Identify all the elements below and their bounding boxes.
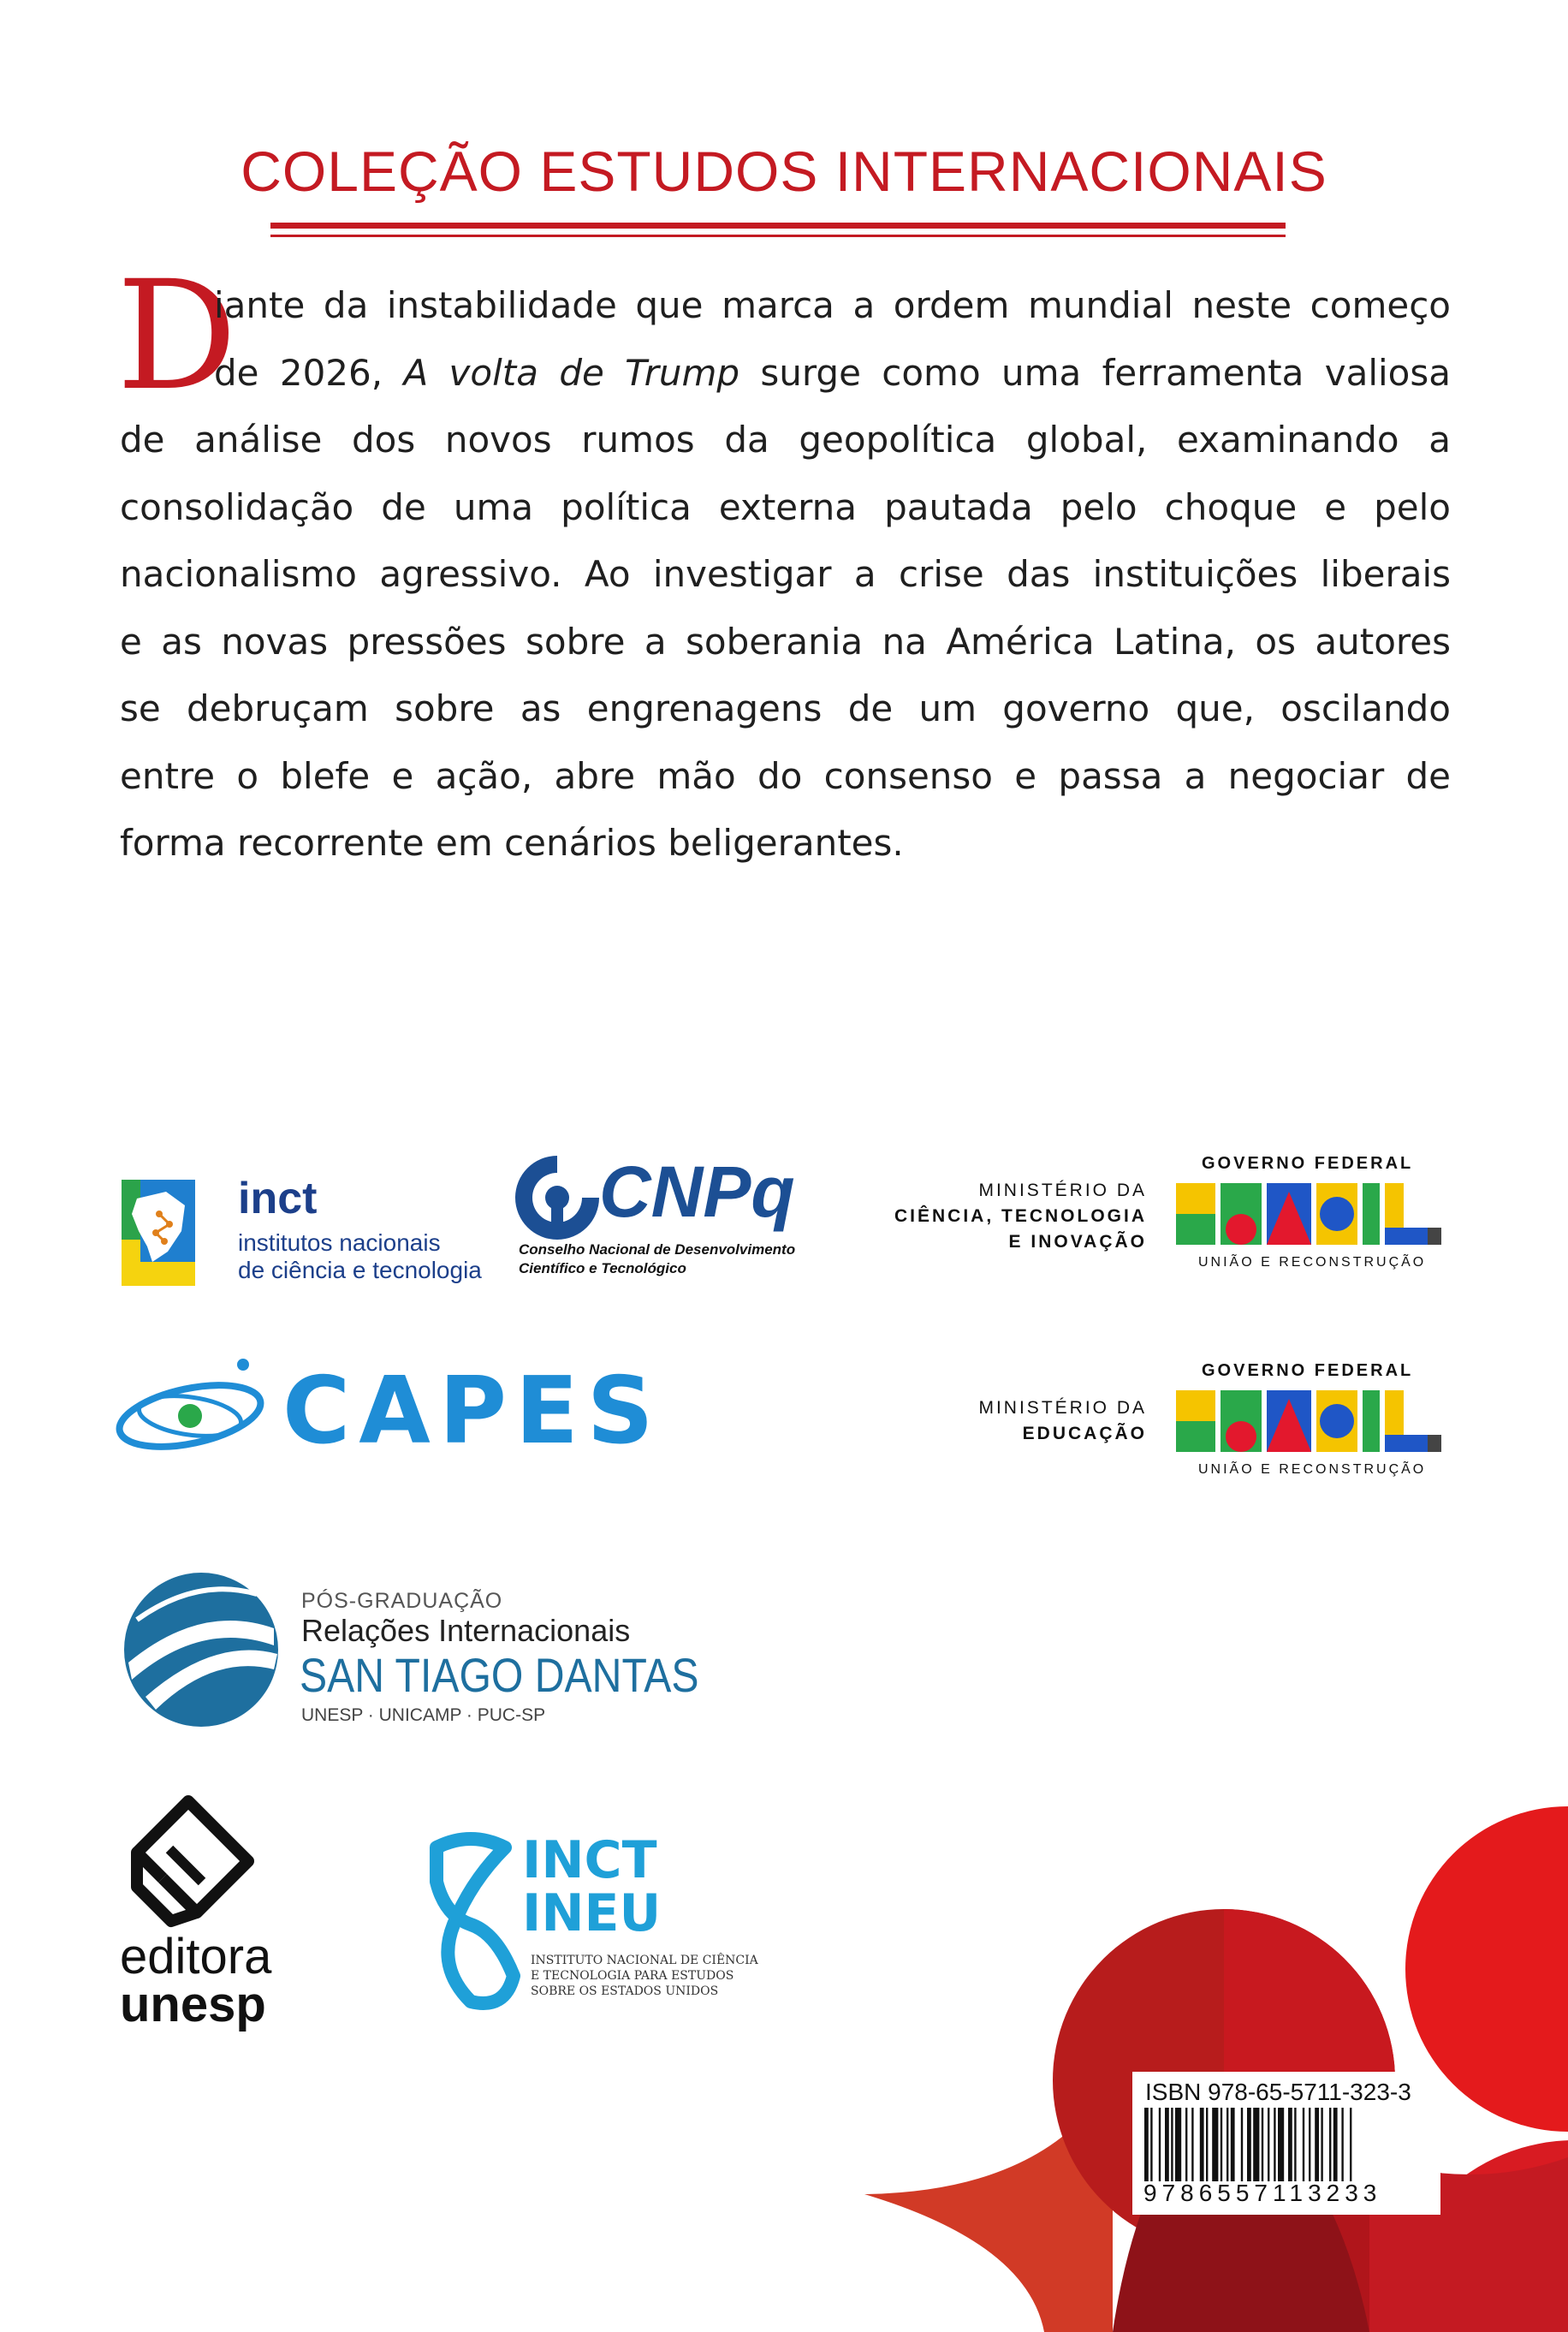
blurb-line: se debruçam sobre as engrenagens de um governo que, oscilando (120, 687, 1451, 729)
ineu-desc3: SOBRE OS ESTADOS UNIDOS (531, 1984, 719, 1998)
barcode-bar (1171, 2108, 1173, 2181)
barcode-bar (1278, 2108, 1284, 2181)
capes-name: CAPES (282, 1358, 662, 1465)
inct-name: inct (238, 1174, 318, 1223)
barcode-bar (1206, 2108, 1208, 2181)
capes-logo (115, 1354, 671, 1466)
mec-line1: MINISTÉRIO DA (978, 1398, 1147, 1418)
editora-line2: unesp (120, 1977, 266, 2032)
barcode-bar (1309, 2108, 1310, 2181)
mec-ministry (856, 1395, 1147, 1455)
inct-line2: de ciência e tecnologia (238, 1257, 482, 1283)
cnpq-line2: Científico e Tecnológico (519, 1260, 686, 1276)
mcti-line1: MINISTÉRIO DA (978, 1181, 1147, 1200)
barcode-bar (1262, 2108, 1263, 2181)
cnpq-emblem-icon (510, 1151, 604, 1245)
blurb-line: entre o blefe e ação, abre mão do consenso e passa a negociar de (120, 754, 1451, 797)
globe-icon (120, 1568, 282, 1731)
editora-unesp-logo (120, 1793, 274, 2032)
ineu-ribbon-icon (419, 1830, 531, 2019)
inct-logo (122, 1174, 482, 1286)
blurb-line: consolidação de uma política externa pautada pelo choque e pelo (120, 485, 1451, 528)
gov-federal-bottom: UNIÃO E RECONSTRUÇÃO (1198, 1255, 1427, 1270)
blurb-paragraph (120, 272, 1451, 877)
header-rule-thick (270, 223, 1286, 229)
barcode-bar (1333, 2108, 1338, 2181)
barcode-bar (1294, 2108, 1296, 2181)
gov-federal-logo-2 (1176, 1361, 1441, 1481)
blurb-line-rest: surge como uma ferramenta valiosa (739, 351, 1451, 394)
mec-line2: EDUCAÇÃO (1022, 1424, 1147, 1443)
barcode-bar (1144, 2108, 1149, 2181)
barcode-icon (1141, 2108, 1432, 2185)
cnpq-logo (510, 1151, 801, 1279)
barcode-bar (1247, 2108, 1251, 2181)
barcode-bar (1159, 2108, 1161, 2181)
gov-federal-top: GOVERNO FEDERAL (1202, 1154, 1414, 1173)
barcode-bar (1231, 2108, 1235, 2181)
barcode-bar (1221, 2108, 1222, 2181)
barcode-bar (1288, 2108, 1292, 2181)
blurb-line-start: de 2026, (214, 351, 404, 394)
gov-federal-bottom: UNIÃO E RECONSTRUÇÃO (1198, 1462, 1427, 1477)
san-tiago-dantas-logo (120, 1568, 699, 1731)
barcode-bar (1274, 2108, 1275, 2181)
barcode-bar (1315, 2108, 1319, 2181)
san-tiago-line4: UNESP · UNICAMP · PUC-SP (301, 1705, 546, 1725)
decorative-red-shapes (856, 1798, 1568, 2332)
editora-book-icon (120, 1793, 257, 1930)
barcode-bar (1268, 2108, 1269, 2181)
collection-title: COLEÇÃO ESTUDOS INTERNACIONAIS (241, 140, 1327, 203)
mcti-line3: E INOVAÇÃO (1008, 1232, 1147, 1252)
barcode-bar (1191, 2108, 1193, 2181)
ineu-desc2: E TECNOLOGIA PARA ESTUDOS (531, 1969, 734, 1983)
blurb-line: nacionalismo agressivo. Ao investigar a crise das instituições liberais (120, 553, 1451, 595)
barcode-bar (1321, 2108, 1322, 2181)
barcode-bar (1329, 2108, 1331, 2181)
barcode-bar (1185, 2108, 1187, 2181)
barcode-bar (1200, 2108, 1204, 2181)
barcode-bar (1175, 2108, 1181, 2181)
gov-federal-top: GOVERNO FEDERAL (1202, 1361, 1414, 1380)
san-tiago-line1: PÓS-GRADUAÇÃO (301, 1589, 503, 1613)
mcti-ministry (856, 1178, 1147, 1264)
barcode-digits: 9786557113233 (1143, 2180, 1382, 2206)
blurb-line: forma recorrente em cenários beligerantes. (120, 822, 904, 864)
book-title: A volta de Trump (403, 351, 740, 394)
editora-line1: editora (120, 1929, 272, 1984)
barcode-bar (1150, 2108, 1152, 2181)
inct-line1: institutos nacionais (238, 1229, 441, 1256)
header-rule-thin (270, 235, 1286, 237)
barcode-bar (1341, 2108, 1343, 2181)
barcode-bar (1165, 2108, 1169, 2181)
gov-federal-logo (1176, 1154, 1441, 1274)
isbn-label: ISBN 978-65-5711-323-3 (1145, 2079, 1411, 2105)
inct-ineu-logo (419, 1830, 796, 2027)
barcode-bar (1241, 2108, 1243, 2181)
cnpq-line1: Conselho Nacional de Desenvolvimento (519, 1241, 796, 1258)
blurb-line: e as novas pressões sobre a soberania na América Latina, os autores (120, 620, 1451, 663)
barcode-bar (1303, 2108, 1304, 2181)
san-tiago-line3: SAN TIAGO DANTAS (300, 1648, 699, 1702)
ineu-line1: INCT (522, 1830, 657, 1890)
san-tiago-line2: Relações Internacionais (301, 1613, 631, 1648)
ineu-desc1: INSTITUTO NACIONAL DE CIÊNCIA (531, 1954, 758, 1967)
barcode-bar (1212, 2108, 1218, 2181)
brazil-map-icon (122, 1180, 195, 1286)
ineu-line2: INEU (522, 1883, 662, 1943)
blurb-line: de análise dos novos rumos da geopolítica global, examinando a (120, 419, 1451, 461)
blurb-line (120, 340, 1451, 408)
blurb-line: iante da instabilidade que marca a ordem mundial neste começo (214, 284, 1451, 326)
barcode-bar (1350, 2108, 1351, 2181)
drop-cap: D (116, 248, 238, 424)
barcode-bar (1253, 2108, 1259, 2181)
cnpq-name: CNPq (599, 1151, 795, 1232)
capes-orbit-icon (115, 1354, 286, 1466)
barcode-bar (1226, 2108, 1228, 2181)
mcti-line2: CIÊNCIA, TECNOLOGIA (894, 1206, 1147, 1226)
